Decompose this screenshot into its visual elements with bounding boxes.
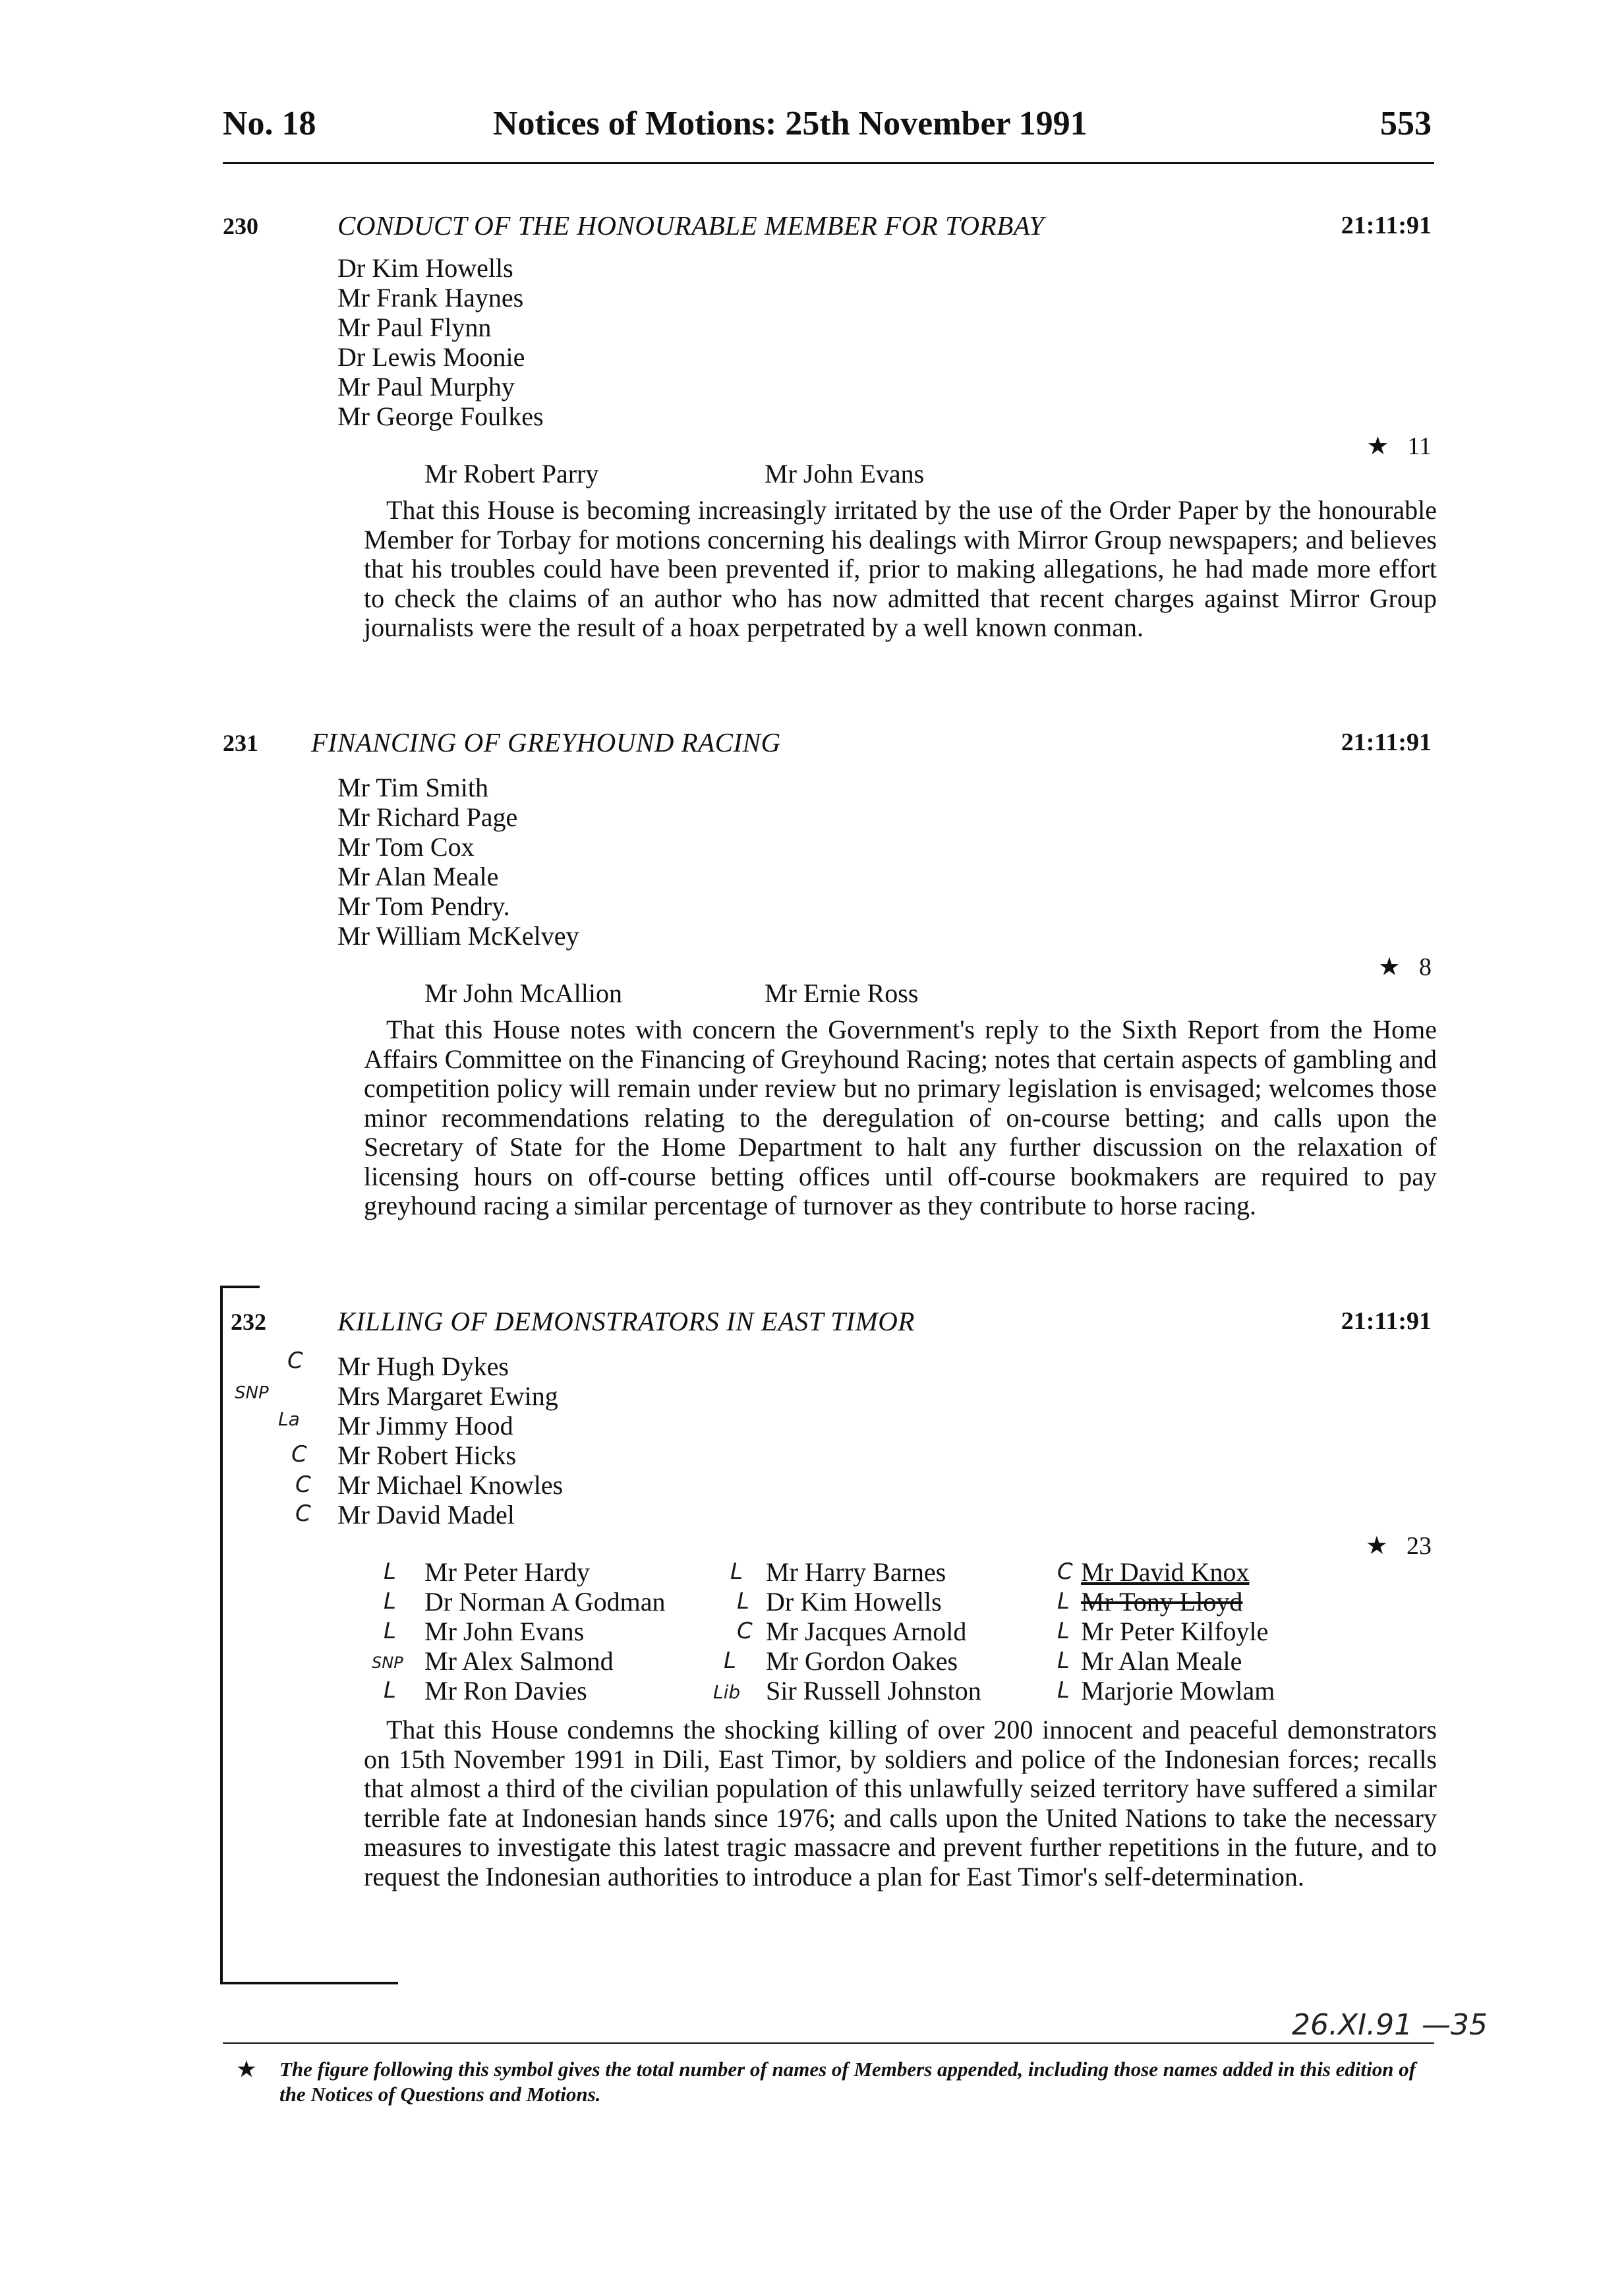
party-mark: SNP	[235, 1383, 269, 1403]
party-mark: L	[384, 1559, 396, 1585]
margin-bracket	[220, 1286, 223, 1984]
sponsor-name: Mr David Madel	[337, 1500, 515, 1530]
party-mark: C	[295, 1472, 311, 1498]
party-mark: L	[384, 1618, 396, 1644]
sponsor-name: Dr Lewis Moonie	[337, 342, 525, 372]
name-count	[1366, 1531, 1432, 1561]
supporter-name: Dr Norman A Godman	[424, 1587, 666, 1617]
star-icon: ★	[1365, 1532, 1388, 1560]
name-count-value: 23	[1406, 1532, 1432, 1560]
party-mark: L	[384, 1588, 396, 1615]
party-mark: Lib	[713, 1681, 741, 1703]
party-mark: La	[278, 1408, 300, 1430]
name-count	[1366, 431, 1432, 461]
supporter-name: Sir Russell Johnston	[766, 1676, 981, 1706]
motion-date: 21:11:91	[1341, 212, 1432, 239]
supporter-column	[766, 1557, 981, 1706]
sponsor-list	[337, 1352, 563, 1530]
supporter-name: Mr Peter Kilfoyle	[1081, 1617, 1269, 1646]
handwritten-note: 26.XI.91 —35	[1292, 2008, 1488, 2042]
issue-number: No. 18	[223, 105, 316, 142]
name-count	[1378, 952, 1432, 982]
motion-text: That this House notes with concern the Government's reply to the Sixth Report from the Home Affairs Committee on the Financing of Greyhound Racing; notes that certain aspects of gambling and competition policy will remain under review but no primary legislation is envisaged; welcomes those minor recommendations relating to the deregulation of on-course betting; and calls upon the Secretary of State for the Home Department to halt any further discussion on the relaxation of licensing hours on off-course betting offices until off-course bookmakers are required to pay greyhound racing a similar percentage of turnover as they contribute to horse racing.	[364, 1015, 1437, 1220]
motion-number: 231	[223, 730, 258, 756]
supporter-name: Mr Tony Lloyd	[1081, 1587, 1243, 1617]
party-mark: SNP	[372, 1653, 403, 1672]
sponsor-name: Mr Tom Cox	[337, 832, 475, 862]
supporter-name: Mr John Evans	[765, 459, 925, 489]
party-mark: C	[1057, 1559, 1073, 1585]
supporter-name: Dr Kim Howells	[766, 1587, 942, 1617]
motion-text: That this House condemns the shocking killing of over 200 innocent and peaceful demonstrators on 15th November 1991 in Dili, East Timor, by soldiers and police of the Indonesian forces; recalls that almost a third of the civilian population of this unlawfully seized territory have suffered a similar terrible fate at Indonesian hands since 1976; and calls upon the United Nations to take the necessary measures to investigate this latest tragic massacre and prevent further repetitions in the future, and to request the Indonesian authorities to introduce a plan for East Timor's self-determination.	[364, 1715, 1437, 1891]
supporter-grid	[364, 1557, 1432, 1709]
party-mark: C	[287, 1348, 303, 1374]
star-icon: ★	[237, 2058, 256, 2081]
sponsor-name: Mr Paul Murphy	[337, 372, 515, 401]
sponsor-name: Mr Richard Page	[337, 802, 518, 832]
page-title: Notices of Motions: 25th November 1991	[493, 105, 1088, 142]
motion-number: 230	[223, 213, 258, 239]
party-mark: L	[1057, 1677, 1070, 1704]
supporter-name: Mr John McAllion	[424, 978, 622, 1008]
bracket-bottom	[220, 1982, 398, 1984]
footnote-text: The figure following this symbol gives the total number of names of Members appended, including those names added in this edition of the Notices of Questions and Motions.	[279, 2058, 1416, 2106]
motion-date: 21:11:91	[1341, 728, 1432, 756]
header-rule	[223, 162, 1434, 164]
supporter-name: Mr Peter Hardy	[424, 1557, 591, 1587]
sponsor-name: Mr Alan Meale	[337, 862, 499, 891]
supporter-name: Mr Alan Meale	[1081, 1646, 1242, 1676]
supporter-name: Mr Harry Barnes	[766, 1557, 946, 1587]
sponsor-name: Dr Kim Howells	[337, 253, 513, 283]
supporter-name: Mr Gordon Oakes	[766, 1646, 958, 1676]
sponsor-name: Mr Hugh Dykes	[337, 1352, 509, 1381]
motion-title: CONDUCT OF THE HONOURABLE MEMBER FOR TORBAY	[337, 210, 1045, 241]
supporter-name: Mr Ron Davies	[424, 1676, 587, 1706]
sponsor-name: Mr George Foulkes	[337, 401, 544, 431]
sponsor-name: Mr Paul Flynn	[337, 312, 492, 342]
motion-title: FINANCING OF GREYHOUND RACING	[311, 727, 781, 758]
sponsor-name: Mr Michael Knowles	[337, 1470, 564, 1500]
sponsor-name: Mr Robert Hicks	[337, 1441, 517, 1470]
supporter-column	[424, 1557, 666, 1706]
party-mark: L	[730, 1559, 743, 1585]
star-icon: ★	[1366, 432, 1389, 460]
sponsor-name: Mr William McKelvey	[337, 921, 579, 951]
sponsor-name: Mrs Margaret Ewing	[337, 1381, 558, 1411]
party-mark: C	[291, 1441, 307, 1468]
footnote-rule	[223, 2042, 1434, 2044]
supporter-name: Mr Jacques Arnold	[766, 1617, 967, 1646]
motion-text: That this House is becoming increasingly irritated by the use of the Order Paper by the honourable Member for Torbay for motions concerning his dealings with Mirror Group newspapers; and believes that his troubles could have been prevented if, prior to making allegations, he had made more effort to check the claims of an author who has now admitted that recent charges against Mirror Group journalists were the result of a hoax perpetrated by a well known conman.	[364, 495, 1437, 642]
supporter-name: Mr Ernie Ross	[765, 978, 919, 1008]
party-mark: L	[1057, 1588, 1070, 1615]
name-count-value: 11	[1407, 432, 1432, 460]
star-icon: ★	[1378, 953, 1401, 981]
sponsor-name: Mr Tom Pendry.	[337, 891, 510, 921]
sponsor-name: Mr Jimmy Hood	[337, 1411, 513, 1441]
sponsor-name: Mr Tim Smith	[337, 773, 489, 802]
party-mark: C	[737, 1618, 753, 1644]
party-mark: L	[1057, 1648, 1070, 1674]
page-header	[223, 104, 1432, 150]
sponsor-name: Mr Frank Haynes	[337, 283, 524, 312]
motion-date: 21:11:91	[1341, 1307, 1432, 1335]
sponsor-list	[337, 773, 579, 951]
party-mark: L	[724, 1648, 736, 1674]
supporter-name: Mr Alex Salmond	[424, 1646, 614, 1676]
supporter-column	[1081, 1557, 1275, 1706]
page-number: 553	[1380, 105, 1432, 142]
party-mark: C	[295, 1501, 311, 1527]
supporter-name: Mr John Evans	[424, 1617, 585, 1646]
supporter-name: Mr David Knox	[1081, 1557, 1250, 1587]
bracket-top	[220, 1286, 260, 1288]
party-mark: L	[1057, 1618, 1070, 1644]
name-count-value: 8	[1419, 953, 1432, 981]
supporter-name: Mr Robert Parry	[424, 459, 599, 489]
sponsor-list	[337, 253, 544, 431]
motion-number: 232	[231, 1309, 266, 1335]
footnote	[237, 2057, 1437, 2107]
party-mark: L	[737, 1588, 749, 1615]
supporter-name: Marjorie Mowlam	[1081, 1676, 1275, 1706]
party-mark: L	[384, 1677, 396, 1704]
motion-title: KILLING OF DEMONSTRATORS IN EAST TIMOR	[337, 1306, 915, 1336]
